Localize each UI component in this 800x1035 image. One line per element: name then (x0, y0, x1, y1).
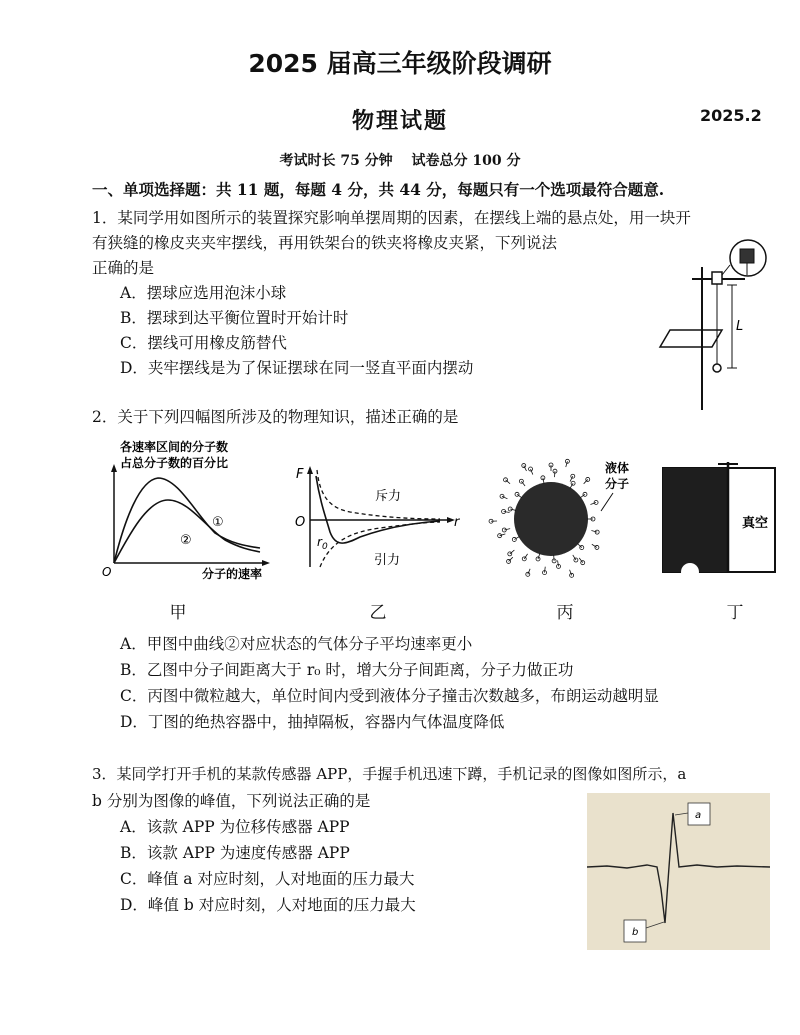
attraction-label: 引力 (374, 553, 401, 568)
q2-option-c: C．丙图中微粒越大，单位时间内受到液体分子撞击次数越多，布朗运动越明显 (120, 687, 659, 705)
repulsion-label: 斥力 (375, 489, 402, 504)
q2-stem: 2．关于下列四幅图所涉及的物理知识，描述正确的是 (92, 408, 459, 426)
pendulum-length-label: L (736, 319, 744, 334)
q3-option-c: C．峰值 a 对应时刻，人对地面的压力最大 (120, 870, 415, 888)
curve-1-label: ① (212, 515, 224, 530)
exam-title: 2025 届高三年级阶段调研 (248, 49, 552, 78)
q2-option-a: A．甲图中曲线②对应状态的气体分子平均速率更小 (120, 635, 473, 653)
distance-axis-label: r (454, 515, 460, 530)
q3-stem-line2: b 分别为图像的峰值，下列说法正确的是 (92, 792, 371, 810)
q2-option-d: D．丁图的绝热容器中，抽掉隔板，容器内气体温度降低 (120, 713, 505, 731)
speed-origin: O (102, 565, 112, 579)
q1-stem-line1: 1．某同学用如图所示的装置探究影响单摆周期的因素，在摆线上端的悬点处，用一块开 (92, 209, 691, 227)
exam-info: 考试时长 75 分钟 试卷总分 100 分 (279, 153, 521, 169)
panel-b-caption: 乙 (369, 603, 387, 623)
r0-label: $r_0$ (317, 535, 328, 552)
q1-option-a: A．摆球应选用泡沫小球 (120, 284, 287, 302)
liquid-label-line2: 分子 (605, 477, 630, 491)
q1-option-c: C．摆线可用橡皮筋替代 (120, 334, 287, 352)
q2-option-b: B．乙图中分子间距离大于 r₀ 时，增大分子间距离，分子力做正功 (120, 661, 574, 679)
q1-option-d: D．夹牢摆线是为了保证摆球在同一竖直平面内摆动 (120, 359, 474, 377)
panel-c-caption: 丙 (556, 603, 574, 623)
panel-a-caption: 甲 (169, 603, 187, 623)
force-axis-label: F (296, 467, 304, 482)
molecular-force-figure (290, 462, 470, 577)
q3-option-a: A．该款 APP 为位移传感器 APP (120, 818, 350, 836)
adiabatic-container-figure (660, 462, 780, 577)
speed-distribution-figure (100, 438, 280, 583)
subject-title: 物理试题 (351, 108, 448, 134)
sensor-graph-figure (587, 793, 770, 950)
speed-ylabel-line1: 各速率区间的分子数 (120, 440, 229, 454)
vacuum-label: 真空 (742, 516, 769, 531)
q1-stem-line2: 有狭缝的橡皮夹夹牢摆线，再用铁架台的铁夹将橡皮夹紧，下列说法 (92, 234, 558, 252)
exam-date: 2025.2 (700, 106, 762, 125)
q1-option-b: B．摆球到达平衡位置时开始计时 (120, 309, 349, 327)
peak-a-label: a (695, 810, 702, 821)
pendulum-apparatus-figure (650, 235, 780, 415)
q3-stem-line1: 3．某同学打开手机的某款传感器 APP，手握手机迅速下蹲，手机记录的图像如图所示，a (92, 765, 687, 783)
q3-option-b: B．该款 APP 为速度传感器 APP (120, 844, 350, 862)
speed-xlabel: 分子的速率 (202, 567, 263, 581)
speed-ylabel-line2: 占总分子数的百分比 (120, 456, 229, 470)
q3-option-d: D．峰值 b 对应时刻，人对地面的压力最大 (120, 896, 416, 914)
section-heading: 一、单项选择题：共 11 题，每题 4 分，共 44 分，每题只有一个选项最符合题意. (92, 180, 665, 199)
peak-b-label: b (632, 927, 639, 938)
brownian-motion-figure (483, 455, 648, 580)
force-origin: O (295, 515, 306, 530)
q1-stem-line3: 正确的是 (92, 259, 155, 277)
panel-d-caption: 丁 (726, 603, 744, 623)
liquid-label-line1: 液体 (605, 461, 630, 475)
curve-2-label: ② (180, 533, 192, 548)
